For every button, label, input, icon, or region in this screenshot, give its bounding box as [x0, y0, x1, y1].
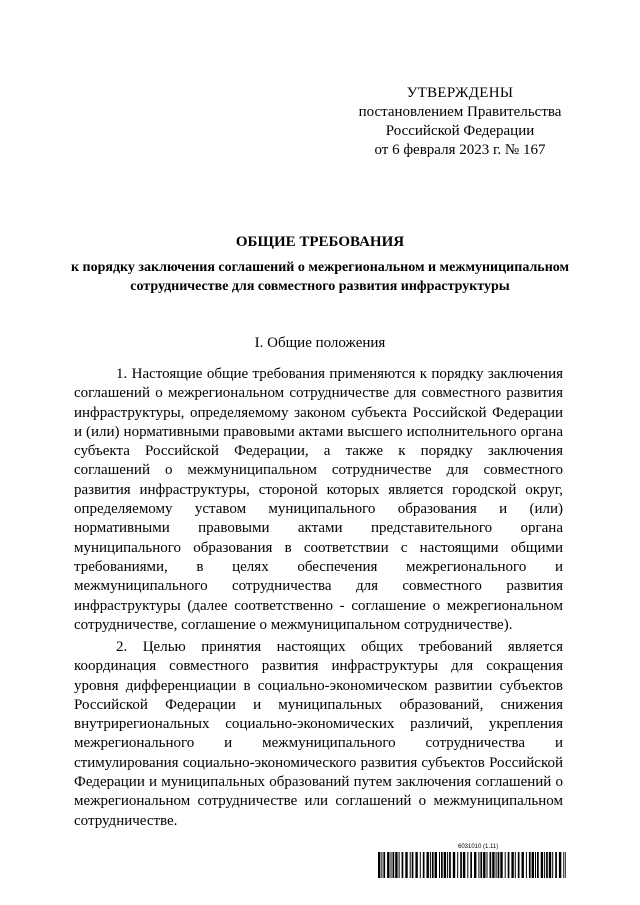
approval-line-2: Российской Федерации [385, 123, 535, 139]
document-subtitle-text: к порядку заключения соглашений о межрегиональном и межмуниципальном сотрудничестве для совместного развития инфраструктуры [70, 260, 570, 294]
paragraph-2-block [74, 638, 563, 831]
barcode-image [378, 852, 566, 878]
document-code: 6031010 (1.11) [458, 844, 499, 850]
paragraph-1-block [74, 365, 563, 635]
paragraph-2: 2. Целью принятия настоящих общих требований является координация совместного развития инфраструктуры для сокращения уровня дифференциации в социально-экономическом развитии субъектов Российской Федерации и муниципальных образований, снижения внутрирегиональных социально-экономических различий, укрепления межрегионального и межмуниципального сотрудничества и стимулирования социально-экономического развития субъектов Российской Федерации и муниципальных образований путем заключения соглашений о межрегиональном сотрудничестве или соглашений о межмуниципальном сотрудничестве. [74, 639, 563, 829]
approval-line-1: постановлением Правительства [358, 104, 562, 120]
document-subtitle [60, 258, 580, 296]
paragraph-1: 1. Настоящие общие требования применяются к порядку заключения соглашений о межрегиональном сотрудничестве для совместного развития инфраструктуры, определяемому законом субъекта Российской Федерации и (или) нормативными правовыми актами высшего исполнительного органа субъекта Российской Федерации, а также к порядку заключения соглашений о межмуниципальном сотрудничестве для совместного развития инфраструктуры, стороной которых является городской округ, определяемому уставом муниципального образования и (или) нормативными правовыми актами представительного органа муниципального образования в соответствии с настоящими общими требованиями, в целях обеспечения межрегионального и межмуниципального сотрудничества для совместного развития инфраструктуры (далее соответственно - соглашение о межрегиональном сотрудничестве, соглашение о межмуниципальном сотрудничестве). [74, 366, 563, 633]
approval-block [340, 84, 580, 160]
document-title: ОБЩИЕ ТРЕБОВАНИЯ [235, 234, 405, 250]
approval-line-3: от 6 февраля 2023 г. № 167 [374, 142, 546, 158]
section-heading: I. Общие положения [254, 335, 386, 351]
approval-heading: УТВЕРЖДЕНЫ [406, 85, 514, 101]
